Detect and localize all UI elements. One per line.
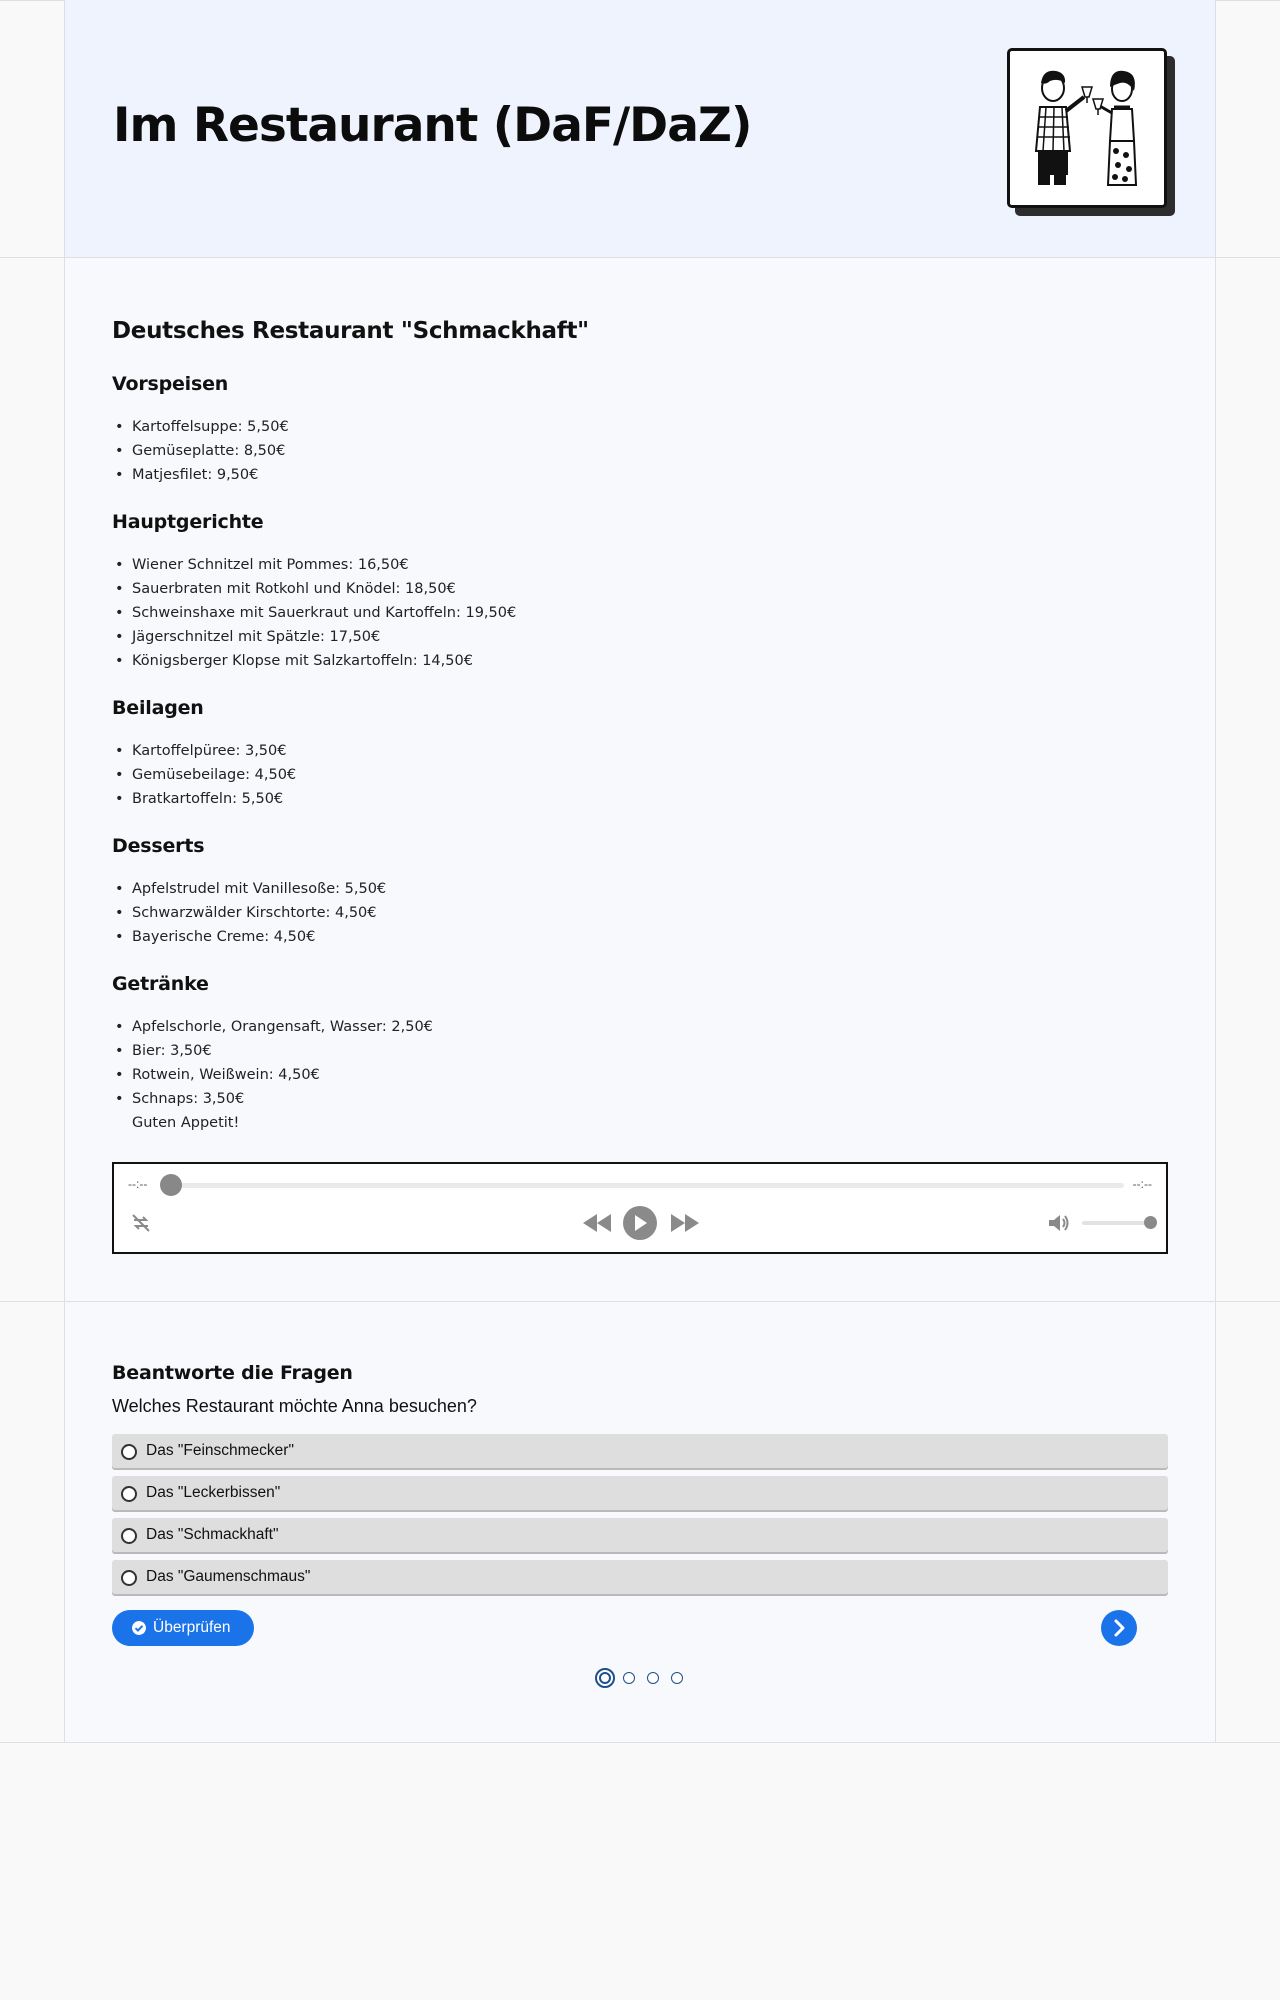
toasting-couple-icon: [1010, 51, 1164, 205]
menu-item: • Apfelstrudel mit Vanillesoße: 5,50€: [115, 881, 387, 897]
header-banner: [65, 0, 1215, 257]
question-pager: [595, 1667, 695, 1689]
play-icon: [633, 1215, 647, 1231]
pager-dot-active[interactable]: [595, 1668, 615, 1688]
section-title-desserts: Desserts: [112, 835, 205, 857]
answer-option-label: Das "Leckerbissen": [146, 1484, 281, 1501]
menu-list-beilagen: [112, 739, 1168, 811]
menu-item: • Matjesfilet: 9,50€: [115, 467, 259, 483]
menu-item: • Bratkartoffeln: 5,50€: [115, 791, 284, 807]
volume-icon[interactable]: [1048, 1212, 1072, 1234]
answer-option-label: Das "Feinschmecker": [146, 1442, 294, 1459]
volume-handle[interactable]: [1144, 1216, 1157, 1229]
audio-player: [112, 1162, 1168, 1254]
quiz-question: Welches Restaurant möchte Anna besuchen?: [112, 1396, 477, 1416]
radio-button[interactable]: [121, 1486, 137, 1502]
menu-item: • Jägerschnitzel mit Spätzle: 17,50€: [115, 629, 381, 645]
menu-item: • Schwarzwälder Kirschtorte: 4,50€: [115, 905, 377, 921]
current-time: --:--: [128, 1177, 148, 1191]
menu-item: • Sauerbraten mit Rotkohl und Knödel: 18,50€: [115, 581, 456, 597]
chevron-right-icon: [1101, 1610, 1137, 1646]
quiz-section: [65, 1302, 1215, 1742]
seek-bar[interactable]: [164, 1183, 1124, 1188]
rewind-icon[interactable]: [582, 1212, 612, 1234]
menu-item: • Gemüsebeilage: 4,50€: [115, 767, 297, 783]
repeat-off-icon[interactable]: [128, 1210, 154, 1236]
answer-option[interactable]: [112, 1434, 1168, 1468]
closing-text: Guten Appetit!: [132, 1115, 240, 1131]
menu-section: [65, 258, 1215, 1301]
check-circle-icon: [132, 1621, 146, 1635]
menu-item: • Wiener Schnitzel mit Pommes: 16,50€: [115, 557, 409, 573]
quiz-title: Beantworte die Fragen: [112, 1362, 353, 1384]
menu-list-desserts: [112, 877, 1168, 949]
radio-button[interactable]: [121, 1528, 137, 1544]
check-button[interactable]: [112, 1610, 254, 1646]
menu-item: • Bayerische Creme: 4,50€: [115, 929, 316, 945]
menu-item: • Gemüseplatte: 8,50€: [115, 443, 286, 459]
restaurant-title: Deutsches Restaurant "Schmackhaft": [112, 318, 589, 344]
answer-option[interactable]: [112, 1560, 1168, 1594]
menu-item: • Bier: 3,50€: [115, 1043, 212, 1059]
seek-handle[interactable]: [160, 1174, 182, 1196]
play-button[interactable]: [623, 1206, 657, 1240]
menu-list-hauptgerichte: [112, 553, 1168, 673]
menu-item: • Kartoffelsuppe: 5,50€: [115, 419, 289, 435]
radio-button[interactable]: [121, 1570, 137, 1586]
pager-dot[interactable]: [671, 1672, 683, 1684]
answer-option-label: Das "Schmackhaft": [146, 1526, 279, 1543]
answer-option[interactable]: [112, 1476, 1168, 1510]
menu-item: • Kartoffelpüree: 3,50€: [115, 743, 287, 759]
pager-dot[interactable]: [623, 1672, 635, 1684]
section-title-hauptgerichte: Hauptgerichte: [112, 511, 264, 533]
menu-item: • Rotwein, Weißwein: 4,50€: [115, 1067, 320, 1083]
fast-forward-icon[interactable]: [670, 1212, 700, 1234]
next-question-button[interactable]: [1101, 1610, 1137, 1646]
answer-option[interactable]: [112, 1518, 1168, 1552]
menu-item: • Königsberger Klopse mit Salzkartoffeln: 14,50€: [115, 653, 473, 669]
menu-item: • Apfelschorle, Orangensaft, Wasser: 2,50€: [115, 1019, 433, 1035]
answer-options: [112, 1434, 1168, 1602]
radio-button[interactable]: [121, 1444, 137, 1460]
menu-item: • Schnaps: 3,50€: [115, 1091, 245, 1107]
page-title: Im Restaurant (DaF/DaZ): [113, 98, 752, 153]
section-title-beilagen: Beilagen: [112, 697, 204, 719]
check-button-label: Überprüfen: [153, 1619, 231, 1636]
duration: --:--: [1132, 1177, 1152, 1191]
menu-list-vorspeisen: [112, 415, 1168, 487]
answer-option-label: Das "Gaumenschmaus": [146, 1568, 311, 1585]
menu-item: • Schweinshaxe mit Sauerkraut und Kartoffeln: 19,50€: [115, 605, 517, 621]
pager-dot[interactable]: [647, 1672, 659, 1684]
section-title-vorspeisen: Vorspeisen: [112, 373, 229, 395]
restaurant-illustration: [1007, 48, 1167, 208]
section-title-getraenke: Getränke: [112, 973, 209, 995]
menu-list-getraenke: [112, 1015, 1168, 1111]
